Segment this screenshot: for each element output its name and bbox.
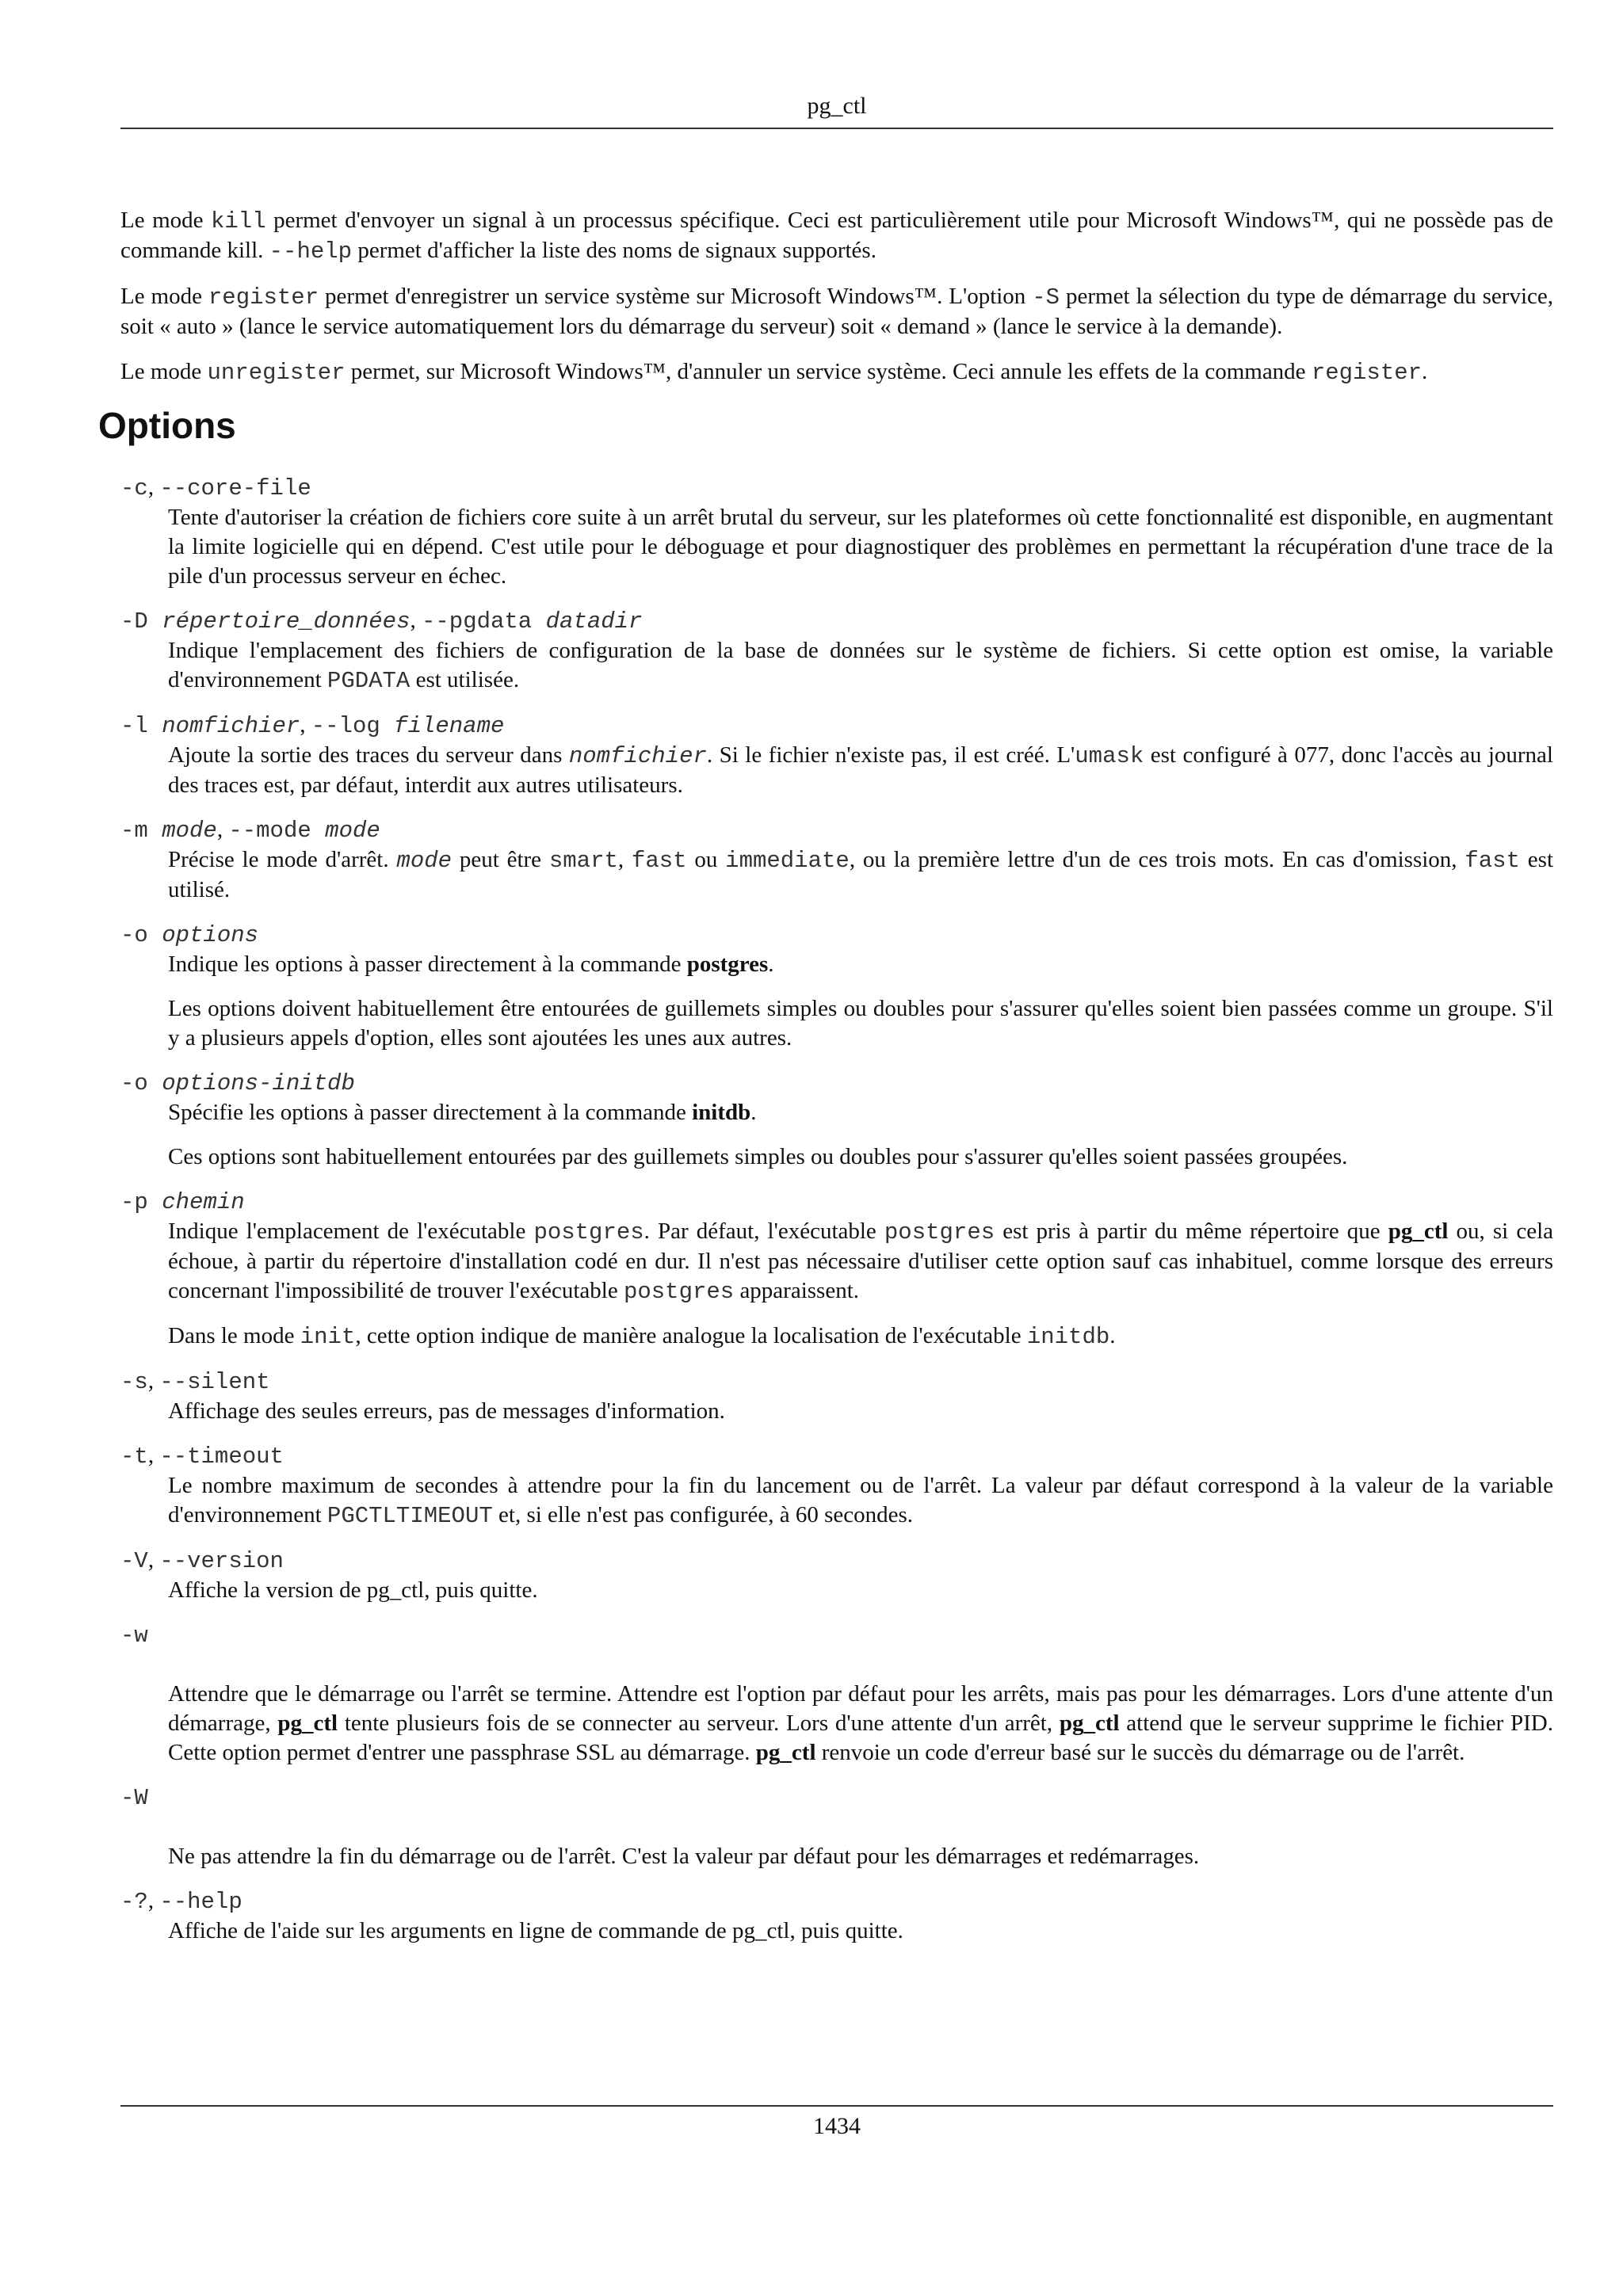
option-term: -s, --silent bbox=[120, 1368, 270, 1395]
literal-code: -o bbox=[120, 1070, 162, 1097]
option-description bbox=[168, 1813, 1553, 1871]
literal-code: postgres bbox=[623, 1279, 735, 1305]
intro-paragraph-unregister: Le mode unregister permet, sur Microsoft Windows™, d'annuler un service système. Ceci annule les effets de la commande register. bbox=[120, 359, 1428, 386]
option-term: -D répertoire_données, --pgdata datadir bbox=[120, 608, 643, 635]
literal-code: --help bbox=[159, 1889, 242, 1915]
literal-code: --version bbox=[159, 1548, 284, 1574]
option-description bbox=[168, 950, 1553, 1053]
replaceable-text: datadir bbox=[545, 608, 643, 635]
literal-code: -c bbox=[120, 475, 148, 502]
option-term bbox=[120, 920, 1553, 950]
literal-code: initdb bbox=[1026, 1324, 1110, 1350]
literal-code: -t bbox=[120, 1444, 148, 1470]
literal-code: -? bbox=[120, 1889, 148, 1915]
option-description bbox=[168, 1650, 1553, 1768]
option-description-paragraph: Indique l'emplacement de l'exécutable postgres. Par défaut, l'exécutable postgres est pris à partir du même répertoire que pg_ctl ou, si cela échoue, à partir du répertoire d'installation codé en dur. Il n'est pas nécessaire d'utiliser cette option sauf cas inhabituel, comme lorsque des erreurs concernant l'impossibilité de trouver l'exécutable postgres apparaissent. bbox=[168, 1219, 1553, 1305]
option-entry bbox=[120, 711, 1553, 800]
option-description-paragraph: Affiche de l'aide sur les arguments en ligne de commande de pg_ctl, puis quitte. bbox=[168, 1918, 903, 1943]
option-term: -c, --core-file bbox=[120, 475, 311, 502]
option-entry bbox=[120, 473, 1553, 591]
option-term: -?, --help bbox=[120, 1888, 242, 1915]
option-term: -m mode, --mode mode bbox=[120, 817, 380, 844]
option-description-paragraph: Affichage des seules erreurs, pas de messages d'information. bbox=[168, 1398, 725, 1424]
option-term bbox=[120, 1620, 1553, 1650]
literal-code: --timeout bbox=[159, 1444, 284, 1470]
replaceable-text: répertoire_données bbox=[162, 608, 411, 635]
option-description-paragraph: Dans le mode init, cette option indique de manière analogue la localisation de l'exécutable initdb. bbox=[168, 1323, 1116, 1350]
literal-code: PGDATA bbox=[327, 668, 411, 694]
replaceable-text: mode bbox=[162, 818, 217, 844]
option-description-paragraph: Précise le mode d'arrêt. mode peut être smart, fast ou immediate, ou la première lettre d'un de ces trois mots. En cas d'omission, fast est utilisé. bbox=[168, 847, 1554, 902]
header-rule bbox=[120, 128, 1553, 129]
option-description bbox=[168, 845, 1553, 905]
replaceable-text: options bbox=[162, 922, 259, 948]
option-description-paragraph: Ces options sont habituellement entourées par des guillemets simples ou doubles pour s'assurer qu'elles soient passées groupées. bbox=[168, 1144, 1348, 1169]
command-name: pg_ctl bbox=[755, 1740, 816, 1765]
replaceable-text: filename bbox=[394, 713, 505, 739]
intro-paragraph-register: Le mode register permet d'enregistrer un service système sur Microsoft Windows™. L'option -S permet la sélection du type de démarrage du service, soit « auto » (lance le service automatiquement lors du démarrage du serveur) soit « demand » (lance le service à la demande). bbox=[120, 284, 1554, 339]
option-description-paragraph: Affiche la version de pg_ctl, puis quitte. bbox=[168, 1577, 538, 1603]
options-list bbox=[120, 473, 1553, 1946]
option-description-paragraph: Ne pas attendre la fin du démarrage ou de l'arrêt. C'est la valeur par défaut pour les démarrages et redémarrages. bbox=[168, 1844, 1200, 1869]
option-entry bbox=[120, 1546, 1553, 1605]
option-entry bbox=[120, 606, 1553, 696]
page-content bbox=[98, 206, 1554, 1961]
option-term bbox=[120, 1187, 1553, 1217]
option-term bbox=[120, 1068, 1553, 1098]
literal-code: -D bbox=[120, 608, 162, 635]
option-term: -V, --version bbox=[120, 1547, 284, 1574]
literal-code: --help bbox=[269, 238, 353, 265]
option-entry bbox=[120, 1886, 1553, 1946]
option-description bbox=[168, 1217, 1553, 1352]
replaceable-text: nomfichier bbox=[162, 713, 300, 739]
option-description bbox=[168, 741, 1553, 800]
option-term: -l nomfichier, --log filename bbox=[120, 712, 505, 739]
option-description-paragraph: Indique l'emplacement des fichiers de configuration de la base de données sur le système de fichiers. Si cette option est omise, la variable d'environnement PGDATA est utilisée. bbox=[168, 638, 1553, 694]
literal-code: -V bbox=[120, 1548, 148, 1574]
literal-code: -p bbox=[120, 1189, 162, 1215]
literal-code: --core-file bbox=[159, 475, 311, 502]
option-description-paragraph: Le nombre maximum de secondes à attendre pour la fin du lancement ou de l'arrêt. La valeur par défaut correspond à la valeur de la variable d'environnement PGCTLTIMEOUT et, si elle n'est pas configurée, à 60 secondes. bbox=[168, 1473, 1553, 1529]
literal-code: --pgdata bbox=[421, 608, 546, 635]
literal-code: immediate bbox=[725, 848, 850, 874]
option-description bbox=[168, 636, 1553, 696]
literal-code: postgres bbox=[533, 1219, 644, 1245]
literal-code: --log bbox=[311, 713, 395, 739]
replaceable-text: nomfichier bbox=[568, 743, 707, 769]
option-description bbox=[168, 1576, 1553, 1605]
option-description bbox=[168, 1397, 1553, 1426]
literal-code: kill bbox=[210, 208, 266, 235]
command-name: pg_ctl bbox=[277, 1711, 338, 1736]
command-name: postgres bbox=[686, 952, 769, 977]
replaceable-text: options-initdb bbox=[162, 1070, 355, 1097]
section-heading-options: Options bbox=[98, 405, 236, 446]
literal-code: -w bbox=[120, 1623, 148, 1649]
option-entry bbox=[120, 815, 1553, 905]
literal-code: PGCTLTIMEOUT bbox=[327, 1503, 493, 1529]
literal-code: fast bbox=[1465, 848, 1520, 874]
literal-code: init bbox=[300, 1324, 356, 1350]
option-entry bbox=[120, 920, 1553, 1053]
option-term: -t, --timeout bbox=[120, 1443, 284, 1470]
option-description-paragraph: Tente d'autoriser la création de fichiers core suite à un arrêt brutal du serveur, sur les plateformes où cette fonctionnalité est disponible, en augmentant la limite logicielle qui en dépend. C'est utile pour le déboguage et pour diagnostiquer des problèmes en permettant la récupération d'une trace de la pile d'un processus serveur en échec. bbox=[168, 505, 1553, 589]
option-entry bbox=[120, 1783, 1553, 1871]
literal-code: -W bbox=[120, 1785, 148, 1811]
literal-code: -o bbox=[120, 922, 162, 948]
option-description bbox=[168, 1917, 1553, 1946]
option-description bbox=[168, 1098, 1553, 1172]
option-description-paragraph: Ajoute la sortie des traces du serveur dans nomfichier. Si le fichier n'existe pas, il est créé. L'umask est configuré à 077, donc l'accès au journal des traces est, par défaut, interdit aux autres utilisateurs. bbox=[168, 742, 1553, 798]
command-name: pg_ctl bbox=[1388, 1219, 1449, 1244]
literal-code: --silent bbox=[159, 1369, 270, 1395]
option-description bbox=[168, 1471, 1553, 1531]
intro-paragraph-kill: Le mode kill permet d'envoyer un signal à un processus spécifique. Ceci est particulièrement utile pour Microsoft Windows™, qui ne possède pas de commande kill. --help permet d'afficher la liste des noms de signaux supportés. bbox=[120, 208, 1554, 265]
option-term bbox=[120, 1783, 1553, 1813]
running-header: pg_ctl bbox=[807, 93, 867, 119]
option-entry bbox=[120, 1441, 1553, 1531]
literal-code: smart bbox=[548, 848, 618, 874]
option-entry bbox=[120, 1068, 1553, 1172]
term-spacer bbox=[168, 1813, 1553, 1842]
replaceable-text: mode bbox=[325, 818, 380, 844]
literal-code: postgres bbox=[884, 1219, 995, 1245]
literal-code: -l bbox=[120, 713, 162, 739]
literal-code: umask bbox=[1075, 743, 1144, 769]
literal-code: register bbox=[208, 284, 319, 311]
page-number: 1434 bbox=[813, 2113, 861, 2139]
option-entry bbox=[120, 1620, 1553, 1768]
replaceable-text: chemin bbox=[162, 1189, 245, 1215]
option-entry bbox=[120, 1367, 1553, 1426]
option-description-paragraph: Spécifie les options à passer directement à la commande initdb. bbox=[168, 1100, 757, 1125]
footer-rule bbox=[120, 2105, 1553, 2107]
term-spacer bbox=[168, 1650, 1553, 1680]
literal-code: --mode bbox=[228, 818, 326, 844]
option-description-paragraph: Attendre que le démarrage ou l'arrêt se termine. Attendre est l'option par défaut pour les arrêts, mais pas pour les démarrages. Lors d'une attente d'un démarrage, pg_ctl tente plusieurs fois de se connecter au serveur. Lors d'une attente d'un arrêt, pg_ctl attend que le serveur supprime le fichier PID. Cette option permet d'entrer une passphrase SSL au démarrage. pg_ctl renvoie un code d'erreur basé sur le succès du démarrage ou de l'arrêt. bbox=[168, 1681, 1554, 1765]
literal-code: -m bbox=[120, 818, 162, 844]
literal-code: fast bbox=[631, 848, 687, 874]
literal-code: -S bbox=[1032, 284, 1060, 311]
command-name: initdb bbox=[692, 1100, 751, 1125]
option-entry bbox=[120, 1187, 1553, 1352]
command-name: pg_ctl bbox=[1059, 1711, 1120, 1736]
replaceable-text: mode bbox=[396, 848, 453, 874]
option-description-paragraph: Les options doivent habituellement être entourées de guillemets simples ou doubles pour s'assurer qu'elles soient bien passées comme un groupe. S'il y a plusieurs appels d'option, elles sont ajoutées les unes aux autres. bbox=[168, 996, 1553, 1051]
option-description bbox=[168, 503, 1553, 591]
literal-code: unregister bbox=[207, 360, 346, 386]
option-description-paragraph: Indique les options à passer directement à la commande postgres. bbox=[168, 952, 774, 977]
literal-code: register bbox=[1311, 360, 1423, 386]
literal-code: -s bbox=[120, 1369, 148, 1395]
